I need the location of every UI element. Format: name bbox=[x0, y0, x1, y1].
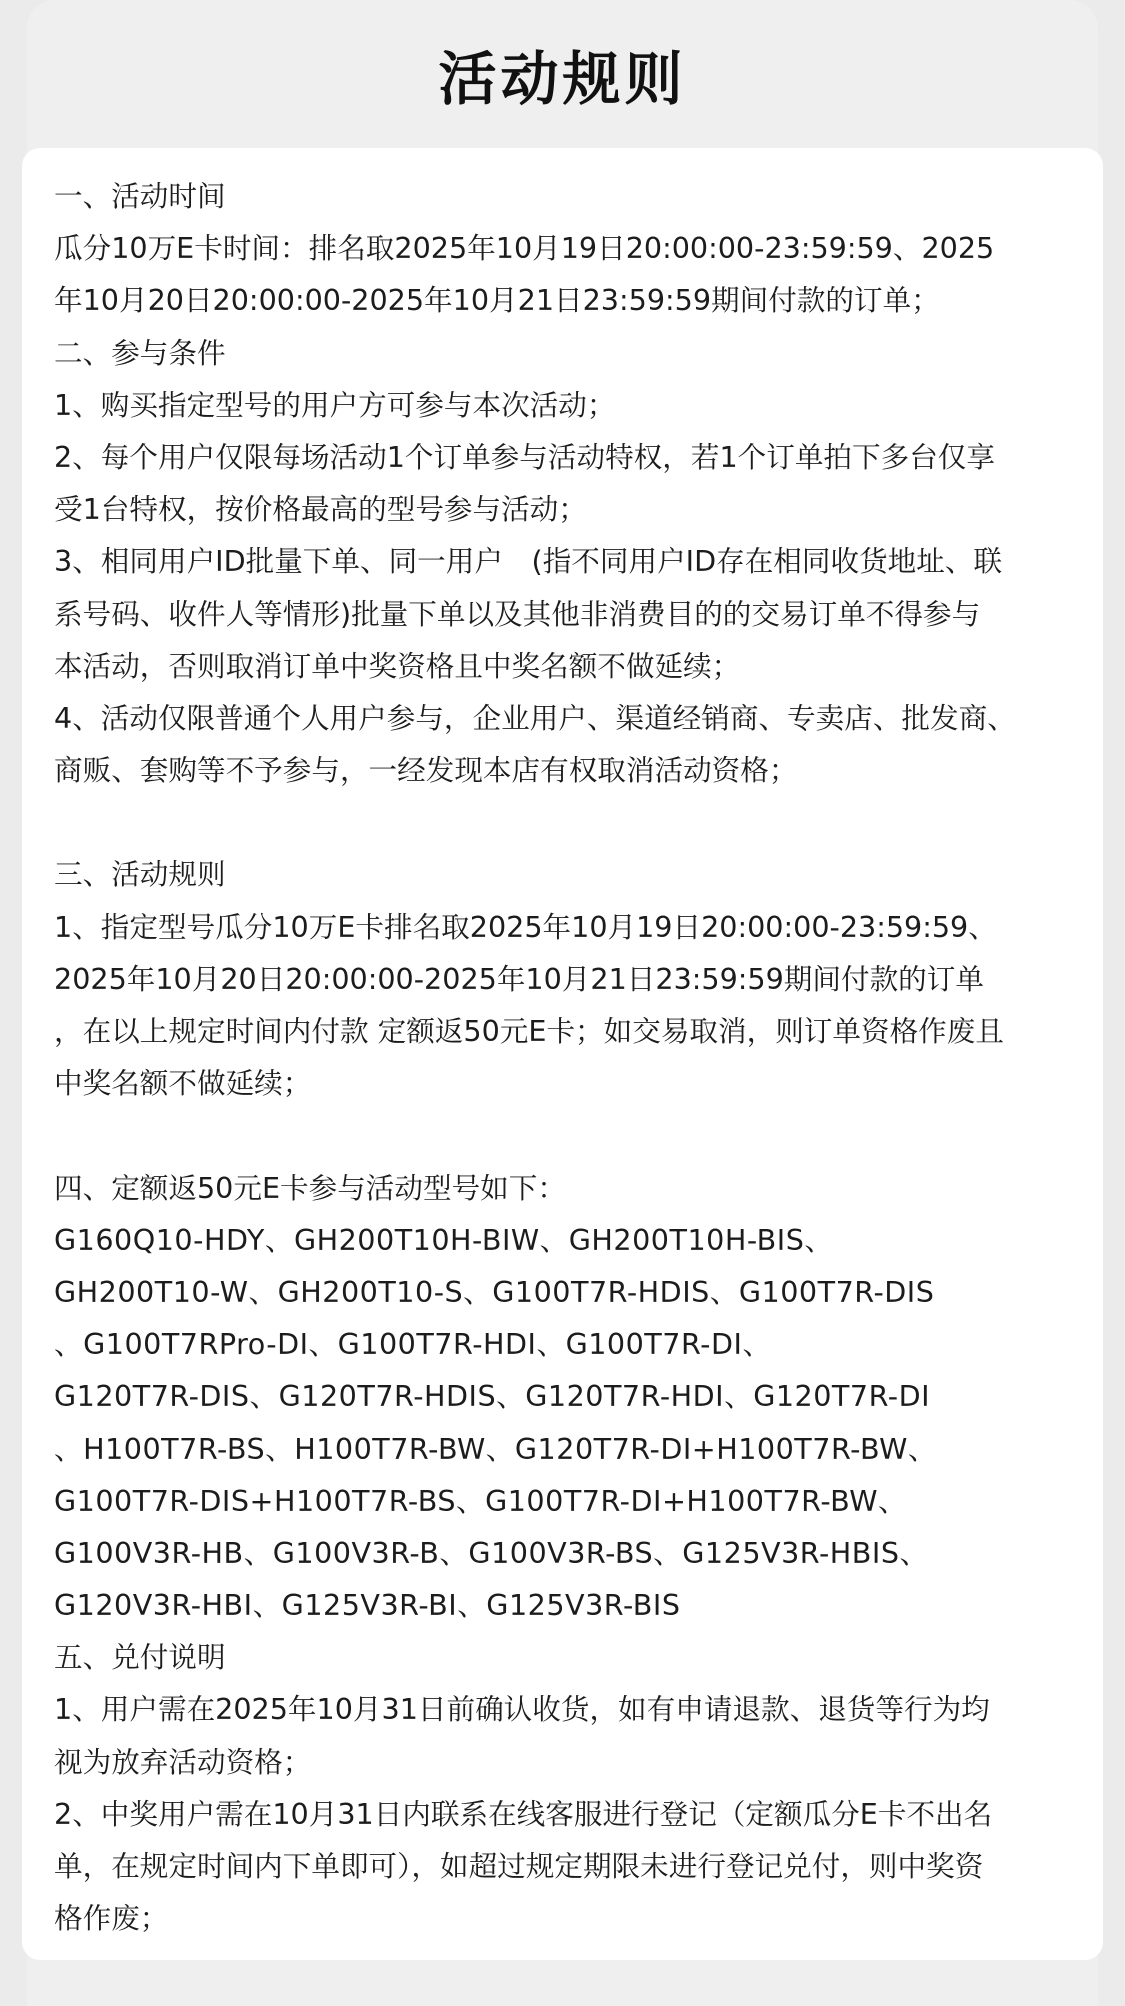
rule-text-line: 中奖名额不做延续； bbox=[54, 1066, 312, 1101]
model-list-line: 、G100T7RPro-DI、G100T7R-HDI、G100T7R-DI、 bbox=[54, 1327, 772, 1362]
rule-text-line: ，在以上规定时间内付款 定额返50元E卡；如交易取消，则订单资格作废且 bbox=[54, 1014, 1004, 1048]
rule-text-line: 2、中奖用户需在10月31日内联系在线客服进行登记（定额瓜分E卡不出名 bbox=[54, 1796, 993, 1831]
model-list-line: G120T7R-DIS、G120T7R-HDIS、G120T7R-HDI、G120T7R-DI bbox=[54, 1379, 931, 1414]
section-heading-rules: 三、活动规则 bbox=[54, 857, 226, 892]
model-list-line: G100V3R-HB、G100V3R-B、G100V3R-BS、G125V3R-HBIS、 bbox=[54, 1535, 929, 1570]
page-title: 活动规则 bbox=[438, 45, 687, 113]
rule-text-line: 3、相同用户ID批量下单、同一用户 (指不同用户ID存在相同收货地址、联 bbox=[54, 544, 1003, 579]
section-heading-time: 一、活动时间 bbox=[54, 179, 226, 213]
rule-text-line: 格作废； bbox=[54, 1901, 169, 1936]
model-list-line: G100T7R-DIS+H100T7R-BS、G100T7R-DI+H100T7R-BW、 bbox=[54, 1483, 908, 1518]
model-list-line: GH200T10-W、GH200T10-S、G100T7R-HDIS、G100T7R-DIS bbox=[54, 1274, 935, 1309]
section-heading-models: 四、定额返50元E卡参与活动型号如下： bbox=[54, 1170, 566, 1205]
blank-line bbox=[54, 796, 1077, 848]
rule-text-line: 受1台特权，按价格最高的型号参与活动； bbox=[54, 492, 587, 527]
rule-text-line: 商贩、套购等不予参与，一经发现本店有权取消活动资格； bbox=[54, 753, 798, 788]
rule-text-line: 4、活动仅限普通个人用户参与，企业用户、渠道经销商、专卖店、批发商、 bbox=[54, 700, 1016, 735]
rule-text-line: 2、每个用户仅限每场活动1个订单参与活动特权，若1个订单拍下多台仅享 bbox=[54, 439, 995, 474]
rule-text-line: 2025年10月20日20:00:00-2025年10月21日23:59:59期间付款的订单 bbox=[54, 961, 984, 996]
rule-text-line: 年10月20日20:00:00-2025年10月21日23:59:59期间付款的订单； bbox=[54, 283, 940, 318]
rule-text-line: 视为放弃活动资格； bbox=[54, 1744, 312, 1779]
model-list-line: 、H100T7R-BS、H100T7R-BW、G120T7R-DI+H100T7R-BW、 bbox=[54, 1431, 937, 1466]
rule-text-line: 本活动，否则取消订单中奖资格且中奖名额不做延续； bbox=[54, 648, 741, 683]
section-heading-conditions: 二、参与条件 bbox=[54, 335, 226, 370]
model-list-line: G160Q10-HDY、GH200T10H-BIW、GH200T10H-BIS、 bbox=[54, 1222, 834, 1257]
rule-text-line: 1、指定型号瓜分10万E卡排名取2025年10月19日20:00:00-23:59:59、 bbox=[54, 909, 997, 944]
rule-text-line: 单，在规定时间内下单即可），如超过规定期限未进行登记兑付，则中奖资 bbox=[54, 1849, 984, 1883]
rules-card bbox=[22, 148, 1103, 1960]
model-list-line: G120V3R-HBI、G125V3R-BI、G125V3R-BIS bbox=[54, 1588, 681, 1623]
section-heading-redemption: 五、兑付说明 bbox=[54, 1640, 226, 1675]
rule-text-line: 1、购买指定型号的用户方可参与本次活动； bbox=[54, 387, 616, 422]
title-bar bbox=[27, 0, 1098, 148]
rule-text-line: 瓜分10万E卡时间：排名取2025年10月19日20:00:00-23:59:59、2025 bbox=[54, 231, 995, 266]
rule-text-line: 1、用户需在2025年10月31日前确认收货，如有申请退款、退货等行为均 bbox=[54, 1692, 990, 1727]
blank-line bbox=[54, 1109, 1077, 1161]
rule-text-line: 系号码、收件人等情形)批量下单以及其他非消费目的的交易订单不得参与 bbox=[54, 596, 981, 631]
